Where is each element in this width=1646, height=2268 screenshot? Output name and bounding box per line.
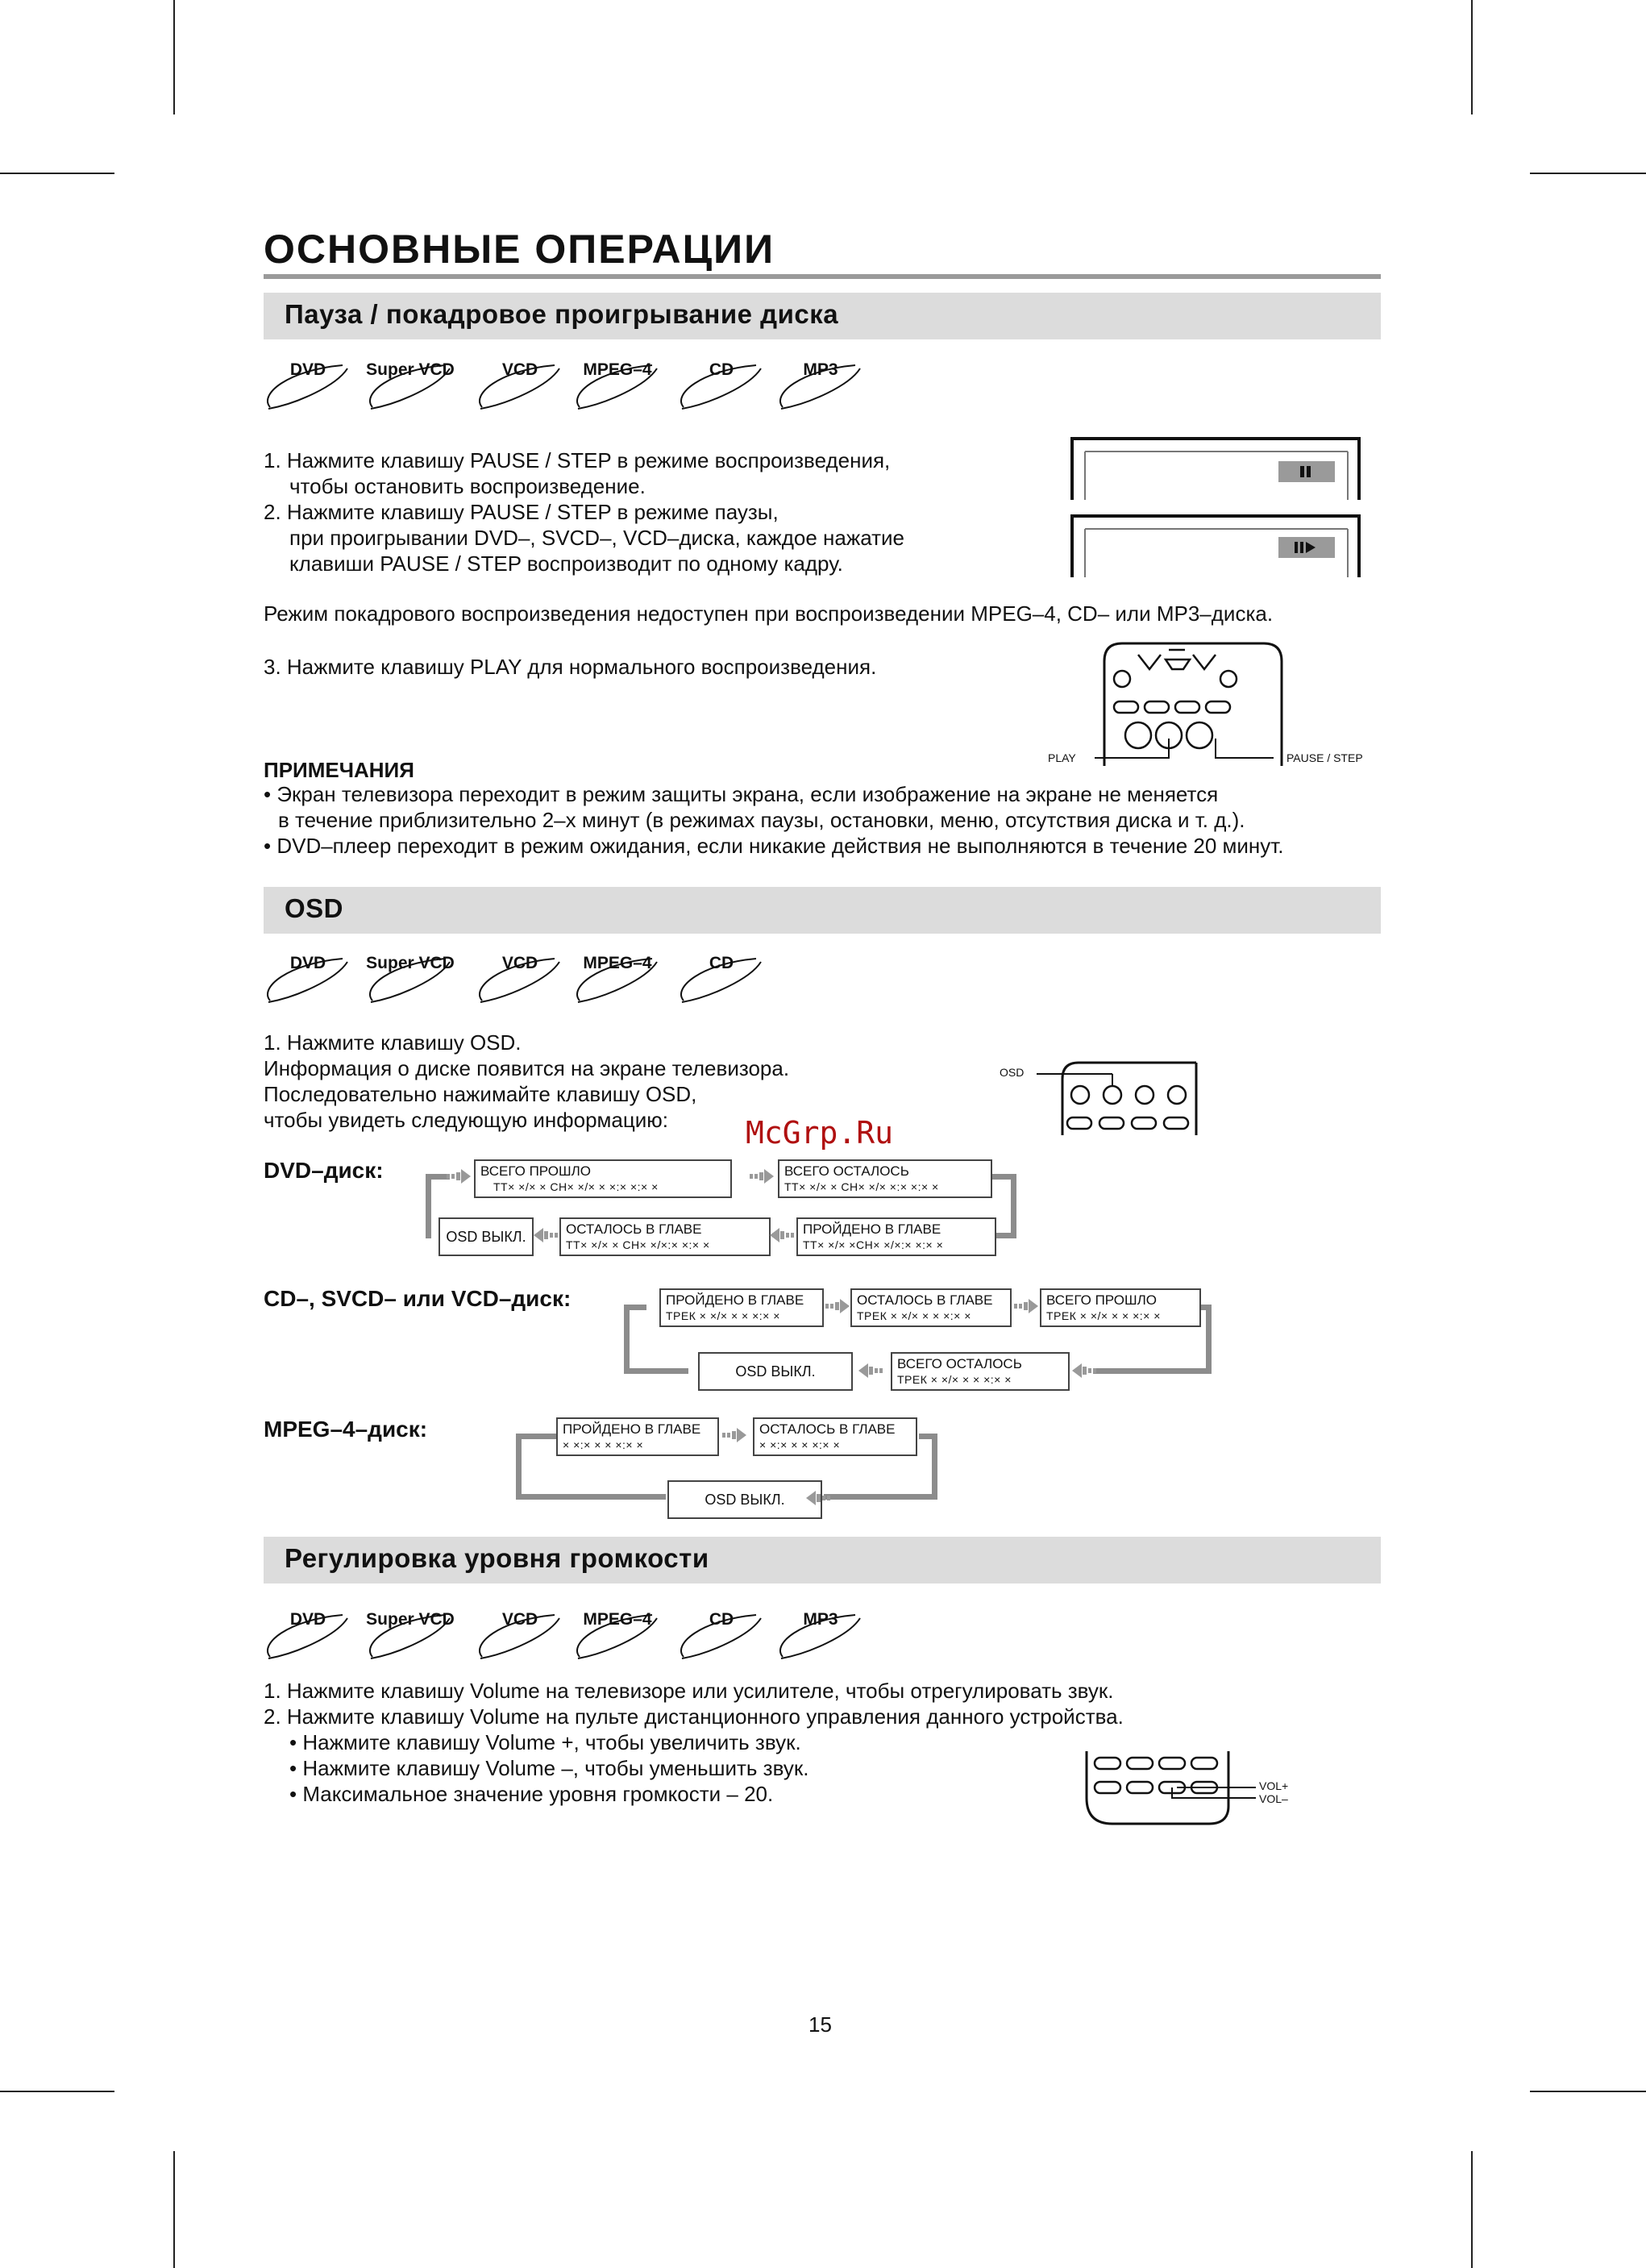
disc-badge: DVD (264, 362, 352, 415)
note-text: • DVD–плеер переходит в режим ожидания, если никакие действия не выполняются в течение 20 минут. (264, 834, 1284, 858)
flow-connector (516, 1434, 556, 1439)
step-text: 1. Нажмите клавишу Volume на телевизоре или усилителе, чтобы отрегулировать звук. (264, 1679, 1114, 1703)
section-heading-pause-text: Пауза / покадровое проигрывание диска (285, 299, 839, 329)
pause-steps (264, 447, 904, 576)
step-text: 2. Нажмите клавишу Volume на пульте дистанционного управления данного устройства. (264, 1704, 1124, 1729)
flow-connector (1011, 1174, 1016, 1238)
flow-connector (824, 1494, 937, 1500)
step-text: 2. Нажмите клавишу PAUSE / STEP в режиме паузы, (264, 500, 779, 524)
remote-play-pause-illustration (1048, 637, 1370, 766)
remote-label-vol-minus: VOL– (1259, 1792, 1288, 1805)
step-text: клавиши PAUSE / STEP воспроизводит по одному кадру. (289, 551, 843, 576)
flow-connector (932, 1434, 937, 1500)
osd-box-elapsed: ПРОЙДЕНО В ГЛАВЕ × ×:× × × ×:× × (556, 1417, 719, 1456)
osd-box-remaining: ОСТАЛОСЬ В ГЛАВЕ × ×:× × × ×:× × (753, 1417, 917, 1456)
remote-volume-illustration (1080, 1750, 1266, 1830)
arrow-right-icon (1014, 1299, 1038, 1313)
disc-badge: Super VCD (366, 1612, 455, 1665)
osd-box-total-elapsed: ВСЕГО ПРОШЛО TT× ×/× × CH× ×/× × ×:× ×:× × (474, 1159, 732, 1198)
step-text: Информация о диске появится на экране телевизора. (264, 1056, 790, 1080)
osd-box-chapter-remaining: ОСТАЛОСЬ В ГЛАВЕ TT× ×/× × CH× ×/×:× ×:× × (559, 1217, 771, 1256)
step-text: 1. Нажмите клавишу OSD. (264, 1030, 522, 1055)
flow-connector (624, 1305, 646, 1310)
tv-screen-illustration (1070, 435, 1362, 581)
dvd-flow-label: DVD–диск: (264, 1158, 384, 1183)
flow-connector (516, 1434, 522, 1500)
note-text: в течение приблизительно 2–х минут (в режимах паузы, остановки, меню, отсутствия диска и т. д.). (278, 808, 1245, 832)
remote-label-osd: OSD (1000, 1066, 1025, 1079)
page-number: 15 (808, 2012, 832, 2037)
disc-badge: MPEG–4 (573, 955, 662, 1009)
volume-steps (264, 1678, 1124, 1807)
disc-badge: CD (677, 362, 766, 415)
osd-box-off: OSD ВЫКЛ. (439, 1217, 534, 1256)
section-heading-volume (264, 1537, 1381, 1583)
disc-badge: MPEG–4 (573, 362, 662, 415)
crop-mark (0, 2091, 114, 2092)
step-text: 3. Нажмите клавишу PLAY для нормального воспроизведения. (264, 655, 877, 679)
arrow-right-icon (825, 1299, 850, 1313)
bullet-text: • Нажмите клавишу Volume –, чтобы уменьшить звук. (289, 1756, 809, 1780)
flow-connector (426, 1174, 431, 1238)
disc-badge: DVD (264, 955, 352, 1009)
disc-badge: CD (677, 955, 766, 1009)
osd-box-total-remaining: ВСЕГО ОСТАЛОСЬ ТРЕК × ×/× × × ×:× × (891, 1352, 1070, 1391)
watermark: McGrp.Ru (746, 1115, 894, 1151)
arrow-left-icon (534, 1228, 558, 1242)
crop-mark (1530, 2091, 1646, 2092)
section-heading-volume-text: Регулировка уровня громкости (285, 1543, 709, 1573)
arrow-right-icon (722, 1428, 746, 1442)
flow-connector (1206, 1305, 1212, 1374)
notes-heading: ПРИМЕЧАНИЯ (264, 758, 414, 782)
section-heading-osd-text: OSD (285, 893, 344, 923)
crop-mark (1471, 2151, 1473, 2268)
crop-mark (0, 173, 114, 174)
arrow-left-icon (806, 1491, 830, 1505)
remote-osd-illustration (1032, 1056, 1209, 1137)
arrow-right-icon (447, 1169, 471, 1184)
frame-note: Режим покадрового воспроизведения недоступен при воспроизведении MPEG–4, CD– или MP3–диска. (264, 601, 1274, 626)
flow-connector (919, 1434, 937, 1439)
notes-list (264, 781, 1284, 859)
mpeg-flow-label: MPEG–4–диск: (264, 1417, 428, 1442)
disc-badge: VCD (476, 362, 564, 415)
remote-label-play: PLAY (1048, 751, 1076, 764)
osd-instructions (264, 1030, 789, 1133)
flow-connector (1201, 1305, 1212, 1310)
remote-label-vol-plus: VOL+ (1259, 1779, 1289, 1792)
arrow-left-icon (770, 1228, 794, 1242)
osd-box-chapter-elapsed: ПРОЙДЕНО В ГЛАВЕ TT× ×/× ×CH× ×/×:× ×:× × (796, 1217, 996, 1256)
step-text: чтобы увидеть следующую информацию: (264, 1108, 669, 1132)
crop-mark (173, 0, 175, 114)
disc-badge: DVD (264, 1612, 352, 1665)
note-text: • Экран телевизора переходит в режим защиты экрана, если изображение на экране не меняется (264, 782, 1219, 806)
disc-badge: VCD (476, 955, 564, 1009)
osd-box-off: OSD ВЫКЛ. (667, 1480, 822, 1519)
osd-box-track-remaining: ОСТАЛОСЬ В ГЛАВЕ ТРЕК × ×/× × × ×:× × (850, 1288, 1012, 1327)
step-text: Последовательно нажимайте клавишу OSD, (264, 1082, 697, 1106)
step-text: при проигрывании DVD–, SVCD–, VCD–диска, каждое нажатие (289, 526, 905, 550)
flow-connector (624, 1368, 688, 1374)
crop-mark (173, 2151, 175, 2268)
bullet-text: • Нажмите клавишу Volume +, чтобы увеличить звук. (289, 1730, 801, 1754)
disc-badge: MPEG–4 (573, 1612, 662, 1665)
arrow-left-icon (858, 1363, 883, 1378)
osd-box-off: OSD ВЫКЛ. (698, 1352, 853, 1391)
step-text: чтобы остановить воспроизведение. (289, 474, 646, 498)
osd-box-track-elapsed: ПРОЙДЕНО В ГЛАВЕ ТРЕК × ×/× × × ×:× × (659, 1288, 824, 1327)
flow-connector (1093, 1368, 1212, 1374)
arrow-left-icon (1072, 1363, 1096, 1378)
crop-mark (1530, 173, 1646, 174)
remote-label-pause: PAUSE / STEP (1286, 751, 1363, 764)
section-heading-osd (264, 887, 1381, 934)
osd-box-total-remaining: ВСЕГО ОСТАЛОСЬ TT× ×/× × CH× ×/× ×:× ×:× × (778, 1159, 992, 1198)
crop-mark (1471, 0, 1473, 114)
disc-badge: MP3 (776, 362, 865, 415)
disc-badge: MP3 (776, 1612, 865, 1665)
section-heading-pause (264, 293, 1381, 339)
title-rule (264, 274, 1381, 279)
disc-badge: CD (677, 1612, 766, 1665)
osd-box-total-elapsed: ВСЕГО ПРОШЛО ТРЕК × ×/× × × ×:× × (1040, 1288, 1201, 1327)
disc-badge: Super VCD (366, 362, 455, 415)
disc-badge: VCD (476, 1612, 564, 1665)
flow-connector (624, 1305, 630, 1374)
arrow-right-icon (750, 1169, 774, 1184)
cd-flow-label: CD–, SVCD– или VCD–диск: (264, 1286, 572, 1311)
flow-connector (516, 1494, 666, 1500)
disc-badge: Super VCD (366, 955, 455, 1009)
page-title: ОСНОВНЫЕ ОПЕРАЦИИ (264, 227, 775, 272)
step-text: 1. Нажмите клавишу PAUSE / STEP в режиме воспроизведения, (264, 448, 891, 472)
bullet-text: • Максимальное значение уровня громкости – 20. (289, 1782, 774, 1806)
